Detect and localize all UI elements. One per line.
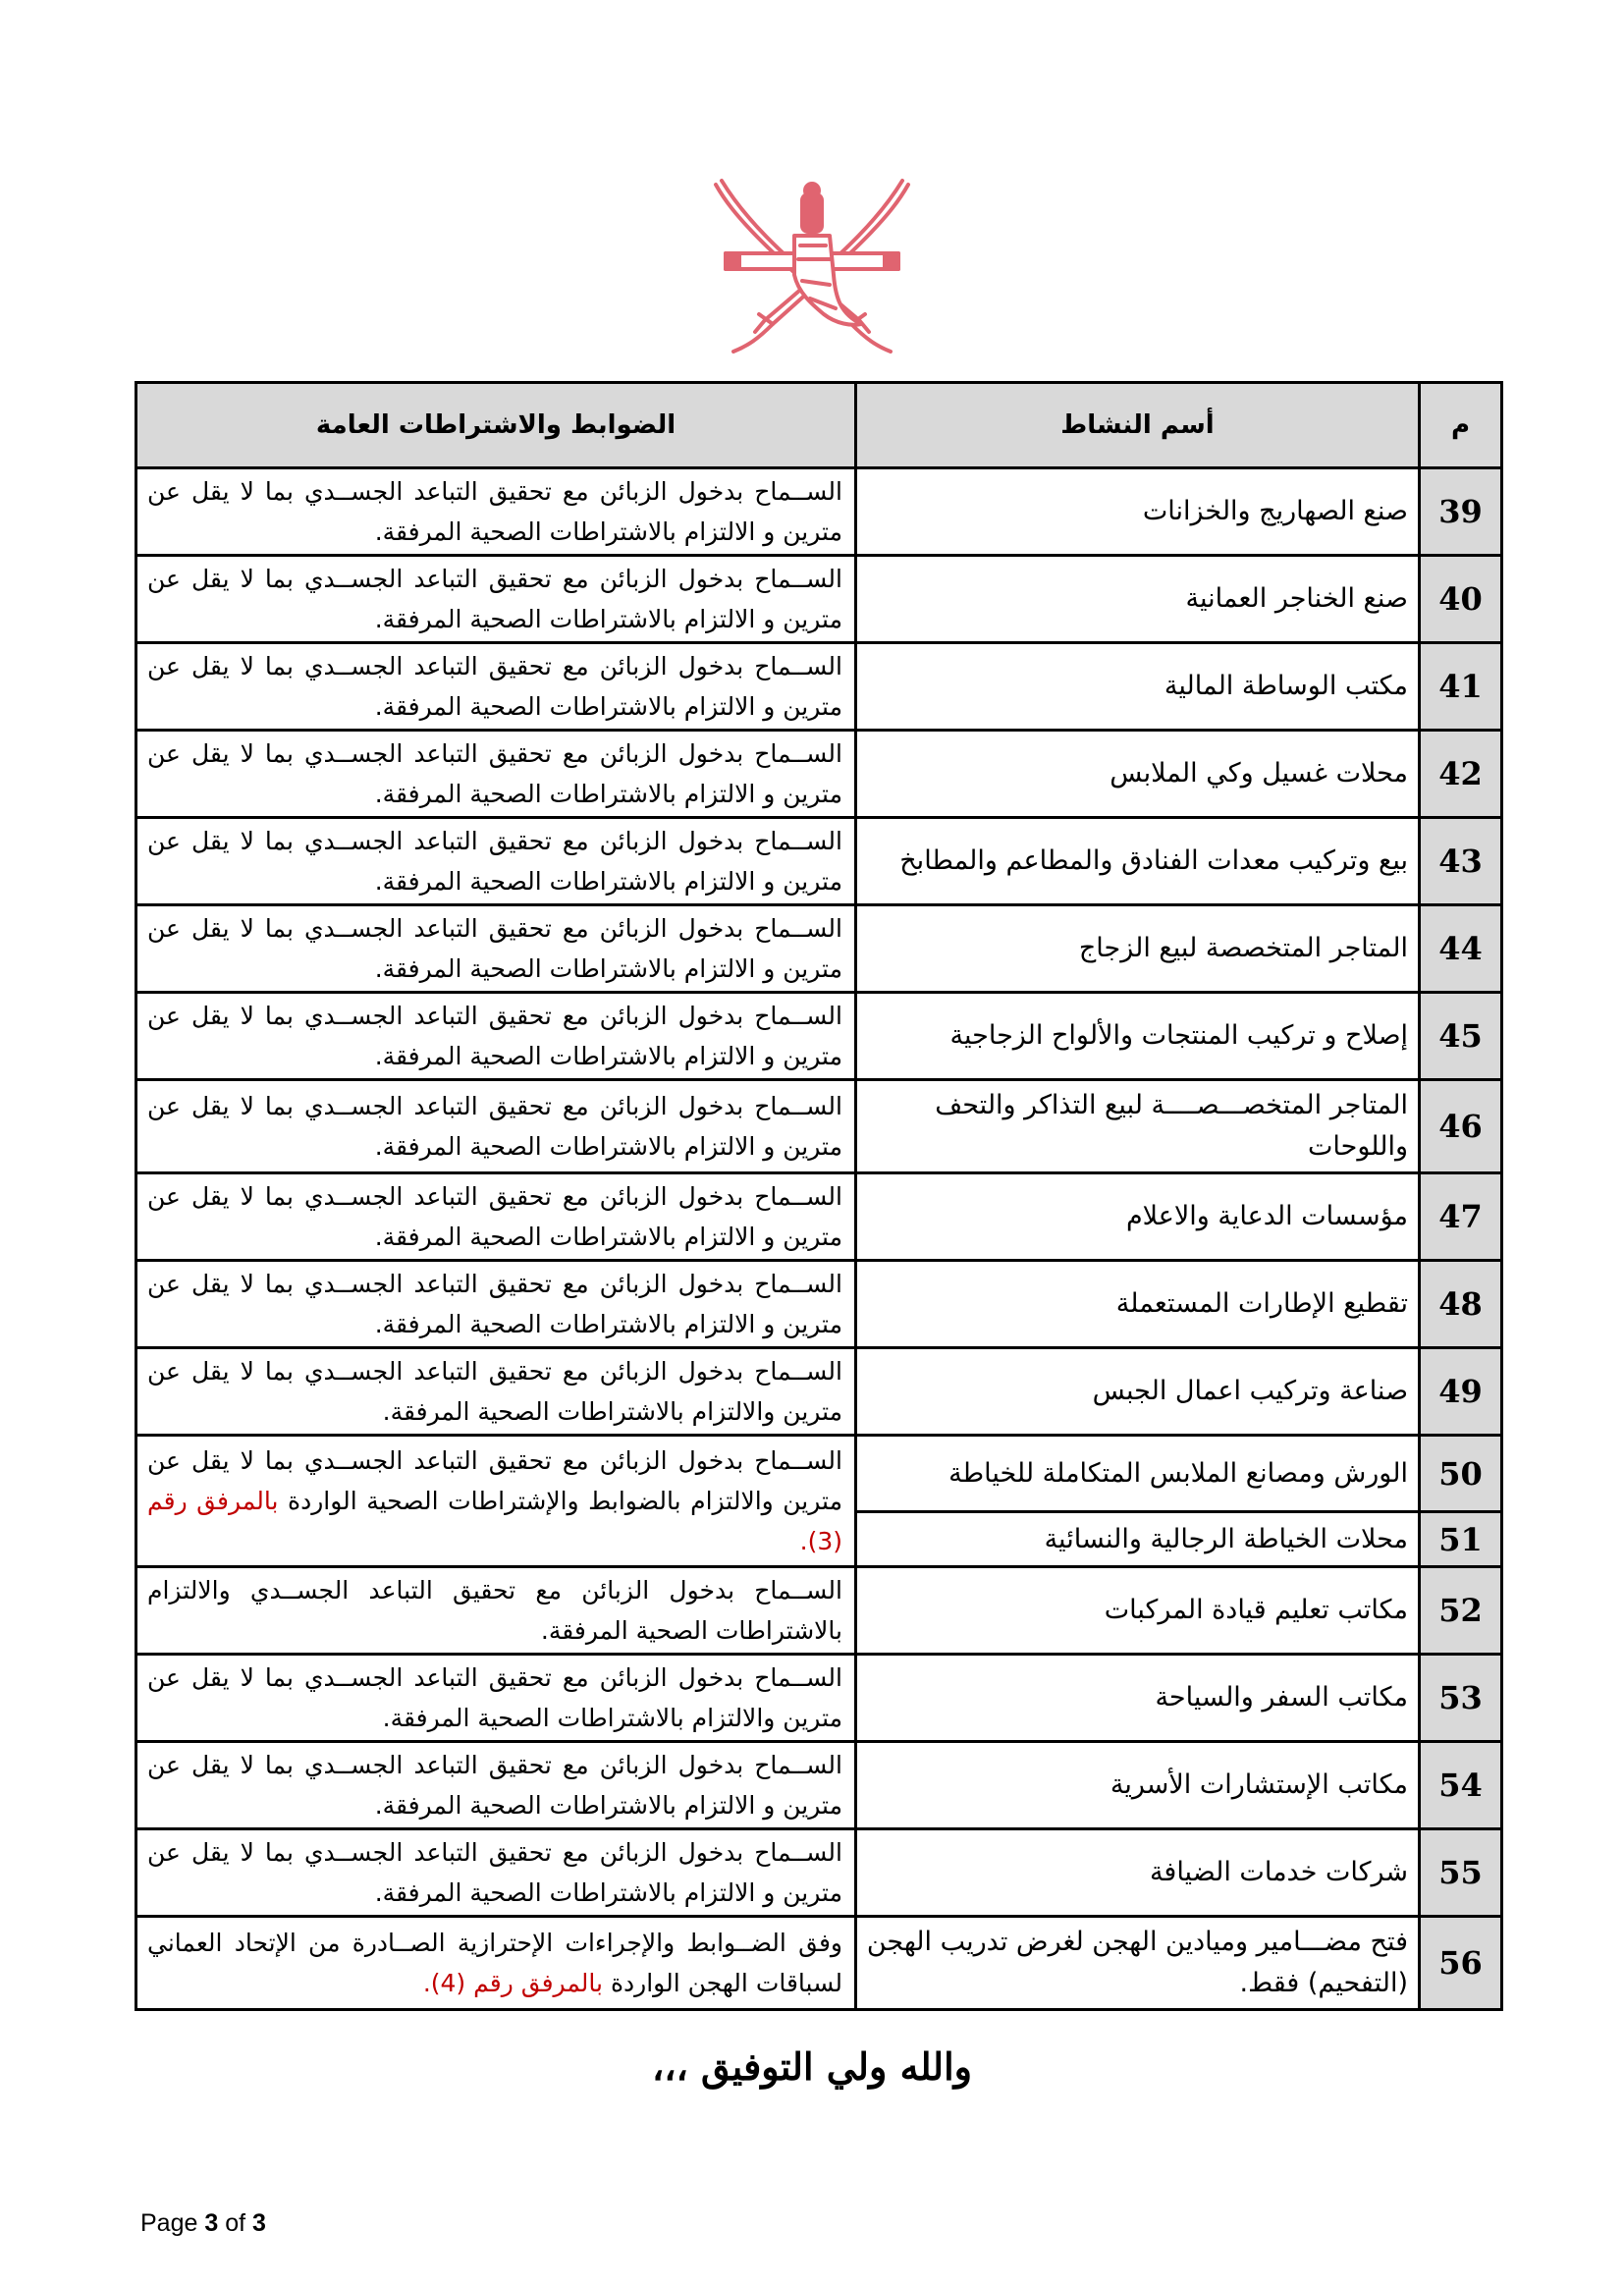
row-conditions: الســماح بدخول الزبائن مع تحقيق التباعد الجســدي والالتزام بالاشتراطات الصحية المرفقة. [136,1567,856,1655]
row-conditions: الســماح بدخول الزبائن مع تحقيق التباعد الجســدي بما لا يقل عن مترين و الالتزام بالاشتراطات الصحية المرفقة. [136,556,856,643]
table-row [136,1436,1502,1512]
row-conditions: الســماح بدخول الزبائن مع تحقيق التباعد الجســدي بما لا يقل عن مترين و الالتزام بالاشتراطات الصحية المرفقة. [136,818,856,905]
row-activity: بيع وتركيب معدات الفنادق والمطاعم والمطابخ [856,818,1420,905]
row-number: 43 [1420,818,1502,905]
row-number: 46 [1420,1080,1502,1173]
row-activity: مكاتب السفر والسياحة [856,1655,1420,1742]
row-activity: فتح مضـــامير وميادين الهجن لغرض تدريب الهجن (التفحيم) فقط. [856,1917,1420,2010]
table-row [136,818,1502,905]
table-row [136,643,1502,731]
row-number: 53 [1420,1655,1502,1742]
row-activity: إصلاح و تركيب المنتجات والألواح الزجاجية [856,993,1420,1080]
row-conditions: الســماح بدخول الزبائن مع تحقيق التباعد الجســدي بما لا يقل عن مترين و الالتزام بالاشتراطات الصحية المرفقة. [136,1173,856,1261]
row-conditions [136,1917,856,2010]
row-number: 45 [1420,993,1502,1080]
of-word: of [225,2209,246,2237]
row-conditions: الســماح بدخول الزبائن مع تحقيق التباعد الجســدي بما لا يقل عن مترين و الالتزام بالاشتراطات الصحية المرفقة. [136,993,856,1080]
row-activity: المتاجر المتخصصة لبيع الزجاج [856,905,1420,993]
attachment-reference: بالمرفق رقم (3). [147,1487,842,1555]
row-conditions: الســماح بدخول الزبائن مع تحقيق التباعد الجســدي بما لا يقل عن مترين و الالتزام بالاشتراطات الصحية المرفقة. [136,1742,856,1829]
row-conditions: الســماح بدخول الزبائن مع تحقيق التباعد الجســدي بما لا يقل عن مترين و الالتزام بالاشتراطات الصحية المرفقة. [136,731,856,818]
row-number: 48 [1420,1261,1502,1348]
row-activity: المتاجر المتخصـــصــــة لبيع التذاكر والتحف واللوحات [856,1080,1420,1173]
table-row [136,556,1502,643]
row-activity: صنع الصهاريج والخزانات [856,468,1420,556]
row-activity: تقطيع الإطارات المستعملة [856,1261,1420,1348]
table-row [136,1348,1502,1436]
header-conditions: الضوابط والاشتراطات العامة [136,383,856,468]
table-row [136,1173,1502,1261]
row-number: 52 [1420,1567,1502,1655]
current-page: 3 [204,2209,219,2237]
attachment-reference: بالمرفق رقم (4). [422,1969,603,1997]
table-row [136,1829,1502,1917]
row-conditions: الســماح بدخول الزبائن مع تحقيق التباعد الجســدي بما لا يقل عن مترين و الالتزام بالاشتراطات الصحية المرفقة. [136,1261,856,1348]
table-row [136,731,1502,818]
row-conditions: الســماح بدخول الزبائن مع تحقيق التباعد الجســدي بما لا يقل عن مترين والالتزام بالاشتراطات الصحية المرفقة. [136,1348,856,1436]
row-conditions: الســماح بدخول الزبائن مع تحقيق التباعد الجســدي بما لا يقل عن مترين و الالتزام بالاشتراطات الصحية المرفقة. [136,1829,856,1917]
row-number: 56 [1420,1917,1502,2010]
row-number: 47 [1420,1173,1502,1261]
table-row [136,1080,1502,1173]
table-row [136,993,1502,1080]
row-activity: شركات خدمات الضيافة [856,1829,1420,1917]
page-number [140,2209,266,2238]
row-number: 51 [1420,1512,1502,1567]
row-number: 44 [1420,905,1502,993]
row-number: 40 [1420,556,1502,643]
table-header-row [136,383,1502,468]
row-number: 49 [1420,1348,1502,1436]
header-activity: أسم النشاط [856,383,1420,468]
table-row [136,905,1502,993]
conditions-text: الســماح بدخول الزبائن مع تحقيق التباعد الجســدي بما لا يقل عن مترين والالتزام بالضوابط والإشتراطات الصحية الواردة [147,1446,842,1515]
closing-phrase: والله ولي التوفيق ،،، [651,2044,973,2089]
row-conditions: الســماح بدخول الزبائن مع تحقيق التباعد الجســدي بما لا يقل عن مترين و الالتزام بالاشتراطات الصحية المرفقة. [136,905,856,993]
row-conditions: الســماح بدخول الزبائن مع تحقيق التباعد الجســدي بما لا يقل عن مترين و الالتزام بالاشتراطات الصحية المرفقة. [136,1080,856,1173]
row-activity: الورش ومصانع الملابس المتكاملة للخياطة [856,1436,1420,1512]
table-row [136,468,1502,556]
row-number: 55 [1420,1829,1502,1917]
table-row [136,1742,1502,1829]
row-activity: مكاتب الإستشارات الأسرية [856,1742,1420,1829]
conditions-text: وفق الضــوابط والإجراءات الإحترازية الصــادرة من الإتحاد العماني لسباقات الهجن الواردة [147,1929,842,1997]
table-row [136,1655,1502,1742]
row-conditions [136,1436,856,1567]
row-activity: صنع الخناجر العمانية [856,556,1420,643]
row-activity: صناعة وتركيب اعمال الجبس [856,1348,1420,1436]
row-activity: مؤسسات الدعاية والاعلام [856,1173,1420,1261]
oman-emblem-icon [704,177,920,363]
row-activity: مكتب الوساطة المالية [856,643,1420,731]
row-conditions: الســماح بدخول الزبائن مع تحقيق التباعد الجســدي بما لا يقل عن مترين و الالتزام بالاشتراطات الصحية المرفقة. [136,643,856,731]
row-activity: مكاتب تعليم قيادة المركبات [856,1567,1420,1655]
row-conditions: الســماح بدخول الزبائن مع تحقيق التباعد الجســدي بما لا يقل عن مترين و الالتزام بالاشتراطات الصحية المرفقة. [136,468,856,556]
row-number: 41 [1420,643,1502,731]
table-row [136,1917,1502,2010]
activities-table [135,381,1500,2011]
row-number: 50 [1420,1436,1502,1512]
row-number: 54 [1420,1742,1502,1829]
table-row [136,1567,1502,1655]
total-pages: 3 [252,2209,266,2237]
table-row [136,1261,1502,1348]
row-number: 39 [1420,468,1502,556]
header-num: م [1420,383,1502,468]
row-number: 42 [1420,731,1502,818]
page-word: Page [140,2209,198,2237]
row-activity: محلات الخياطة الرجالية والنسائية [856,1512,1420,1567]
row-conditions: الســماح بدخول الزبائن مع تحقيق التباعد الجســدي بما لا يقل عن مترين والالتزام بالاشتراطات الصحية المرفقة. [136,1655,856,1742]
row-activity: محلات غسيل وكي الملابس [856,731,1420,818]
